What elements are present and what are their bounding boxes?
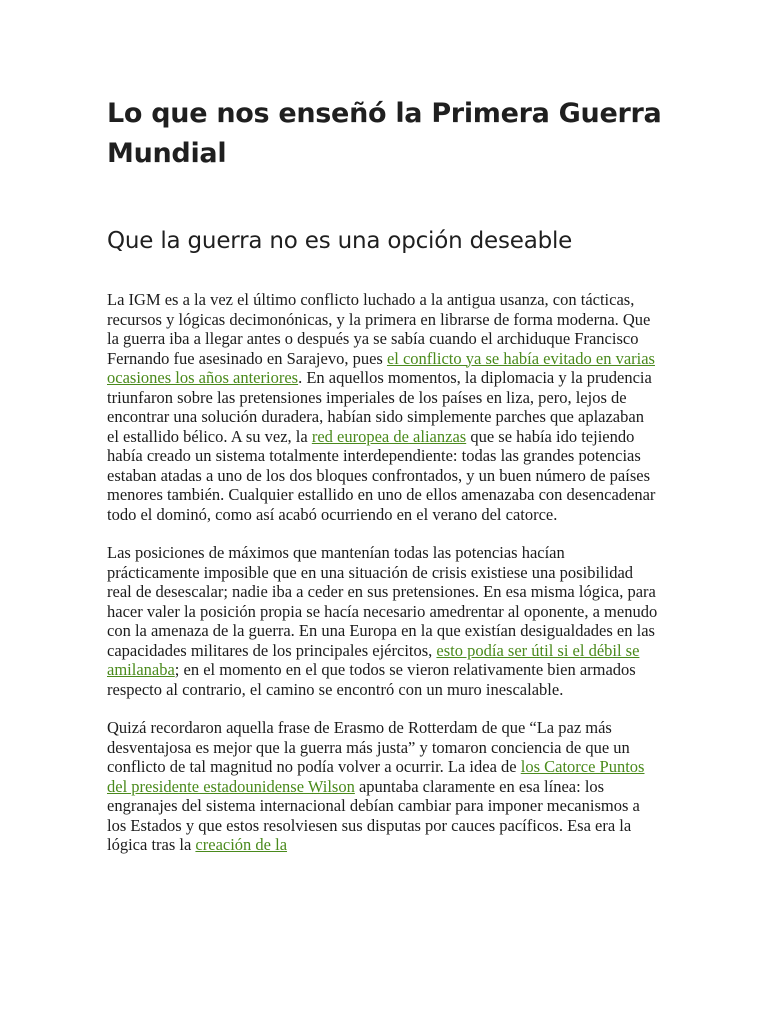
paragraph-text: La IGM es a la vez el último conflicto luchado a la antigua usanza, con tácticas, recursos y lógicas decimonónicas, y la primera en librarse de forma moderna. Que la guerra iba a llegar antes o después ya se sabía cuando el archiduque Francisco Fernando fue asesinado en Sarajevo, pues <box>107 290 651 368</box>
link-conflicto-evitado[interactable]: el conflicto ya se había evitado en varias ocasiones los años anteriores <box>107 348 655 387</box>
link-debil-amilanaba[interactable]: esto podía ser útil si el débil se amilanaba <box>107 640 640 679</box>
paragraph-3 <box>107 718 659 855</box>
paragraph-1 <box>107 290 659 524</box>
paragraph-2 <box>107 543 659 699</box>
article-subtitle: Que la guerra no es una opción deseable <box>107 228 573 254</box>
paragraph-text: ; en el momento en el que todos se vieron relativamente bien armados respecto al contrario, el camino se encontró con un muro inescalable. <box>107 660 636 699</box>
paragraph-text: apuntaba claramente en esa línea: los engranajes del sistema internacional debían cambiar para imponer mecanismos a los Estados y que estos resolviesen sus disputas por cauces pacíficos. Esa era la lógica tras la <box>107 776 640 854</box>
paragraph-text: Las posiciones de máximos que mantenían todas las potencias hacían prácticamente imposible que en una situación de crisis existiese una posibilidad real de desescalar; nadie iba a ceder en sus pretensiones. En esa misma lógica, para hacer valer la posición propia se hacía necesario amedrentar al oponente, a menudo con la amenaza de la guerra. En una Europa en la que existían desigualdades en las capacidades militares de los principales ejércitos, <box>107 543 658 660</box>
paragraph-text: . En aquellos momentos, la diplomacia y la prudencia triunfaron sobre las pretensiones imperiales de los países en liza, pero, lejos de encontrar una solución duradera, habían sido simplemente parches que aplazaban el estallido bélico. A su vez, la <box>107 368 652 446</box>
article-body <box>107 290 659 874</box>
link-catorce-puntos[interactable]: los Catorce Puntos del presidente estadounidense Wilson <box>107 757 645 796</box>
link-red-alianzas[interactable]: red europea de alianzas <box>311 426 467 446</box>
paragraph-text: Quizá recordaron aquella frase de Erasmo de Rotterdam de que “La paz más desventajosa es mejor que la guerra más justa” y tomaron conciencia de que un conflicto de tal magnitud no podía volver a ocurrir. La idea de <box>107 718 630 776</box>
link-creacion[interactable]: creación de la <box>195 835 288 854</box>
article-title: Lo que nos enseñó la Primera Guerra Mundial <box>107 98 662 169</box>
paragraph-text: que se había ido tejiendo había creado un sistema totalmente interdependiente: todas las grandes potencias estaban atadas a uno de los dos bloques confrontados, y un buen número de países menores también. Cualquier estallido en uno de ellos amenazaba con desencadenar todo el dominó, como así acabó ocurriendo en el verano del catorce. <box>107 426 656 524</box>
